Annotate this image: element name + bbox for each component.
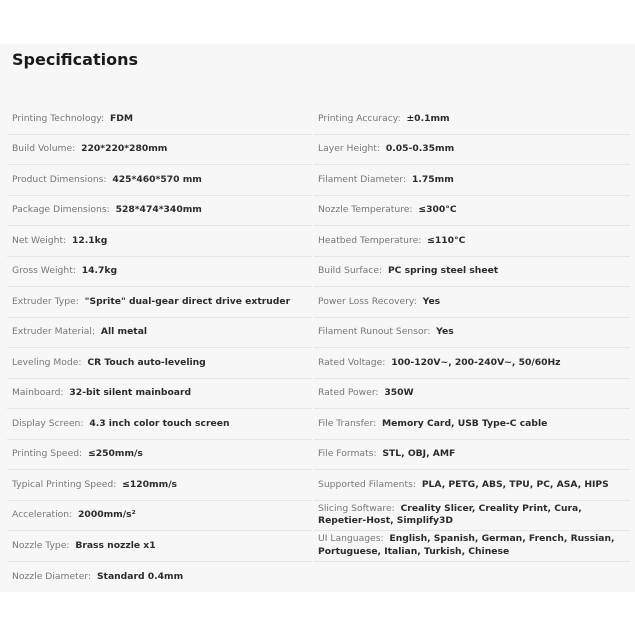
spec-value: FDM [110, 112, 134, 124]
spec-label: Leveling Mode: [12, 356, 82, 368]
spec-label: Layer Height: [318, 143, 381, 154]
spec-cell-right [314, 165, 630, 196]
spec-cell-left [7, 226, 312, 257]
spec-cell-right [314, 287, 630, 318]
spec-label: Filament Runout Sensor: [318, 326, 431, 337]
spec-value: "Sprite" dual-gear direct drive extruder [84, 295, 291, 307]
spec-value: ≤120mm/s [122, 478, 178, 490]
spec-cell-left [7, 562, 312, 593]
spec-label: Supported Filaments: [318, 478, 416, 490]
spec-text [12, 509, 136, 522]
spec-value: CR Touch auto-leveling [87, 356, 206, 368]
spec-text [12, 204, 202, 217]
spec-label: Package Dimensions: [12, 204, 110, 215]
spec-text [318, 265, 498, 278]
spec-cell-right [314, 501, 630, 532]
spec-label: Rated Power: [318, 387, 379, 398]
spec-row [0, 226, 635, 257]
spec-cell-right [314, 531, 630, 562]
spec-label: Typical Printing Speed: [12, 478, 117, 490]
spec-row [0, 104, 635, 135]
spec-value: Yes [422, 295, 441, 307]
spec-text [12, 235, 107, 248]
spec-value: English, Spanish, German, French, Russian, Portuguese, Italian, Turkish, Chinese [318, 533, 615, 557]
spec-value: PLA, PETG, ABS, TPU, PC, ASA, HIPS [421, 478, 609, 490]
spec-value: 0.05-0.35mm [385, 143, 455, 154]
spec-cell-right [314, 379, 630, 410]
spec-text [318, 387, 414, 400]
spec-table [0, 104, 635, 592]
spec-value: 2000mm/s² [78, 509, 136, 520]
spec-cell-left [7, 379, 312, 410]
spec-label: Extruder Type: [12, 295, 79, 307]
spec-label: Filament Diameter: [318, 173, 407, 185]
spec-value: PC spring steel sheet [387, 265, 499, 276]
spec-label: Printing Technology: [12, 112, 105, 124]
spec-text [318, 326, 454, 339]
spec-cell-right [314, 318, 630, 349]
spec-text [12, 418, 230, 431]
spec-cell-left [7, 196, 312, 227]
spec-cell-right [314, 348, 630, 379]
spec-label: Build Surface: [318, 265, 383, 276]
spec-row [0, 135, 635, 166]
spec-label: File Formats: [318, 448, 377, 459]
spec-value: 100-120V~, 200-240V~, 50/60Hz [391, 356, 561, 368]
spec-row [0, 501, 635, 532]
spec-text [318, 113, 450, 126]
spec-value: 220*220*280mm [81, 143, 168, 154]
spec-cell-left [7, 165, 312, 196]
spec-text [12, 448, 143, 461]
spec-row [0, 531, 635, 562]
spec-text [318, 479, 609, 492]
spec-label: Mainboard: [12, 387, 64, 398]
spec-text [318, 143, 454, 156]
spec-cell-right [314, 135, 630, 166]
spec-cell-left [7, 470, 312, 501]
spec-text [318, 503, 630, 528]
spec-row [0, 409, 635, 440]
spec-cell-right [314, 440, 630, 471]
spec-text [12, 265, 117, 278]
spec-cell-right [314, 470, 630, 501]
spec-cell-left [7, 531, 312, 562]
spec-row [0, 165, 635, 196]
spec-row [0, 562, 635, 593]
spec-value: ≤250mm/s [88, 448, 143, 459]
spec-label: Product Dimensions: [12, 173, 107, 185]
spec-value: 528*474*340mm [115, 204, 202, 215]
spec-value: Brass nozzle x1 [75, 539, 156, 551]
spec-text [12, 174, 202, 187]
spec-cell-left [7, 409, 312, 440]
spec-row [0, 287, 635, 318]
spec-value: ≤300°C [418, 204, 457, 215]
spec-text [12, 387, 191, 400]
spec-cell-left [7, 257, 312, 288]
spec-cell-right [314, 257, 630, 288]
spec-text [12, 326, 147, 339]
spec-label: Nozzle Temperature: [318, 204, 413, 215]
spec-text [12, 540, 156, 553]
spec-cell-left [7, 440, 312, 471]
spec-cell-right [314, 104, 630, 135]
spec-label: Build Volume: [12, 143, 76, 154]
spec-text [12, 357, 206, 370]
spec-text [318, 296, 440, 309]
spec-row [0, 257, 635, 288]
spec-value: Yes [436, 326, 454, 337]
spec-label: Slicing Software: [318, 502, 395, 514]
spec-label: File Transfer: [318, 417, 377, 429]
spec-value: 350W [384, 387, 414, 398]
spec-label: Gross Weight: [12, 265, 76, 276]
spec-text [318, 418, 547, 431]
spec-cell-right [314, 226, 630, 257]
spec-label: Acceleration: [12, 509, 73, 520]
spec-text [318, 235, 465, 248]
spec-text [12, 571, 183, 584]
spec-row [0, 440, 635, 471]
spec-label: Heatbed Temperature: [318, 234, 422, 246]
spec-text [318, 204, 457, 217]
spec-cell-left [7, 348, 312, 379]
spec-value: 1.75mm [411, 173, 454, 185]
spec-value: STL, OBJ, AMF [382, 448, 456, 459]
spec-text [318, 357, 561, 370]
spec-label: Rated Voltage: [318, 356, 386, 368]
spec-label: Nozzle Type: [12, 539, 70, 551]
spec-label: Extruder Material: [12, 326, 96, 337]
spec-value: ±0.1mm [406, 112, 450, 124]
spec-label: Printing Speed: [12, 448, 83, 459]
spec-value: Standard 0.4mm [96, 570, 184, 582]
page-title: Specifications [12, 50, 138, 69]
spec-cell-right [314, 562, 630, 593]
spec-cell-left [7, 135, 312, 166]
spec-cell-left [7, 104, 312, 135]
spec-text [318, 174, 454, 187]
spec-value: Creality Slicer, Creality Print, Cura, Repetier-Host, Simplify3D [318, 502, 582, 527]
spec-value: 4.3 inch color touch screen [89, 417, 230, 429]
spec-cell-left [7, 287, 312, 318]
spec-value: 32-bit silent mainboard [69, 387, 192, 398]
spec-cell-left [7, 318, 312, 349]
spec-value: 14.7kg [81, 265, 118, 276]
spec-cell-right [314, 409, 630, 440]
spec-label: Display Screen: [12, 417, 84, 429]
spec-row [0, 196, 635, 227]
spec-label: UI Languages: [318, 533, 384, 545]
spec-row [0, 379, 635, 410]
spec-text [12, 479, 177, 492]
spec-row [0, 470, 635, 501]
spec-text [318, 533, 630, 558]
spec-label: Nozzle Diameter: [12, 570, 92, 582]
spec-label: Printing Accuracy: [318, 112, 401, 124]
spec-text [318, 448, 455, 461]
spec-text [12, 113, 133, 126]
spec-value: ≤110°C [427, 234, 466, 246]
spec-text [12, 296, 290, 309]
spec-cell-left [7, 501, 312, 532]
spec-label: Net Weight: [12, 234, 67, 246]
spec-value: 425*460*570 mm [112, 173, 202, 185]
spec-value: 12.1kg [72, 234, 108, 246]
spec-cell-right [314, 196, 630, 227]
spec-row [0, 318, 635, 349]
spec-value: Memory Card, USB Type-C cable [382, 417, 548, 429]
spec-value: All metal [100, 326, 148, 337]
spec-label: Power Loss Recovery: [318, 295, 417, 307]
spec-row [0, 348, 635, 379]
spec-text [12, 143, 167, 156]
